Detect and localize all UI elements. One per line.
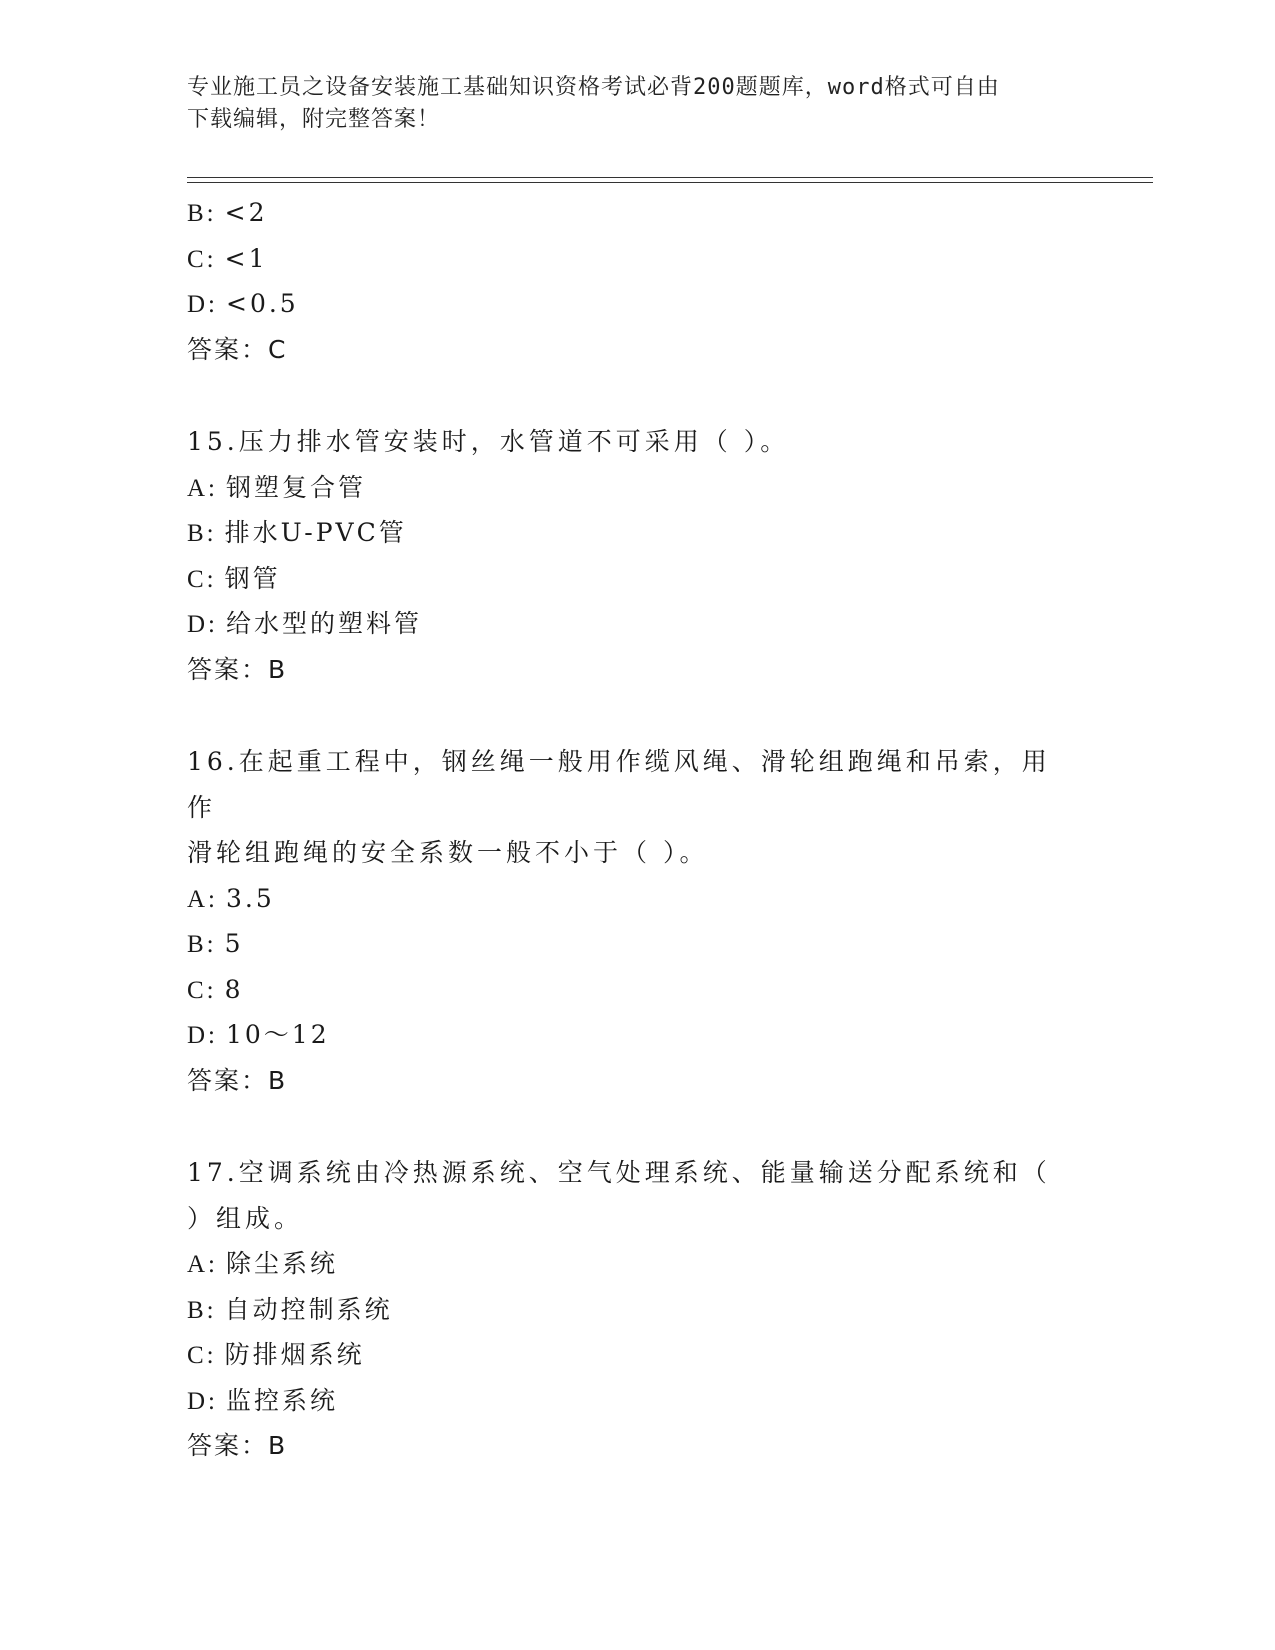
- option-label: D:: [187, 1387, 218, 1415]
- option-label: D:: [187, 1022, 218, 1049]
- question-stem: [187, 419, 1067, 465]
- option-row: [187, 876, 1067, 922]
- answer-line: 答案：B: [187, 1065, 288, 1095]
- option-label: D:: [187, 611, 218, 638]
- answer-line: 答案：B: [187, 654, 288, 684]
- question-stem: [187, 1150, 1067, 1241]
- option-text: 排水U-PVC管: [224, 518, 407, 547]
- option-row: [187, 1332, 1067, 1378]
- option-row: [187, 601, 1067, 647]
- question-block: [187, 1150, 1067, 1469]
- option-label: D:: [187, 291, 218, 318]
- question-block: [187, 419, 1067, 692]
- option-label: B:: [187, 931, 217, 958]
- header-title-line-1: 专业施工员之设备安装施工基础知识资格考试必背200题题库，word格式可自由: [187, 75, 1000, 100]
- option-label: B:: [187, 520, 217, 547]
- header-divider: [187, 177, 1153, 183]
- option-row: [187, 1241, 1067, 1287]
- option-text: <0.5: [226, 289, 299, 318]
- option-label: A:: [187, 885, 218, 913]
- option-label: C:: [187, 245, 217, 273]
- option-label: C:: [187, 565, 217, 593]
- option-text: 防排烟系统: [224, 1340, 365, 1369]
- option-text: <2: [224, 198, 268, 227]
- option-label: C:: [187, 976, 217, 1004]
- option-row: [187, 236, 1067, 282]
- option-label: C:: [187, 1342, 217, 1369]
- option-label: A:: [187, 1251, 218, 1278]
- question-stem-line: 滑轮组跑绳的安全系数一般不小于（ ）。: [187, 838, 709, 867]
- question-stem-line: ）组成。: [187, 1203, 304, 1233]
- header-title-line-2: 下载编辑，附完整答案！: [187, 107, 441, 132]
- option-text: <1: [224, 243, 268, 273]
- option-text: 给水型的塑料管: [226, 609, 423, 638]
- option-row: [187, 967, 1067, 1013]
- option-row: [187, 1012, 1067, 1058]
- option-row: [187, 465, 1067, 511]
- option-row: [187, 281, 1067, 327]
- question-block: [187, 739, 1067, 1103]
- option-row: [187, 556, 1067, 602]
- option-row: [187, 190, 1067, 236]
- option-row: [187, 510, 1067, 556]
- option-label: A:: [187, 474, 218, 502]
- answer-line: 答案：B: [187, 1431, 288, 1460]
- option-text: 钢塑复合管: [226, 472, 367, 502]
- option-row: [187, 921, 1067, 967]
- answer-line: 答案：C: [187, 334, 288, 364]
- question-stem: [187, 739, 1067, 876]
- question-block-continued: [187, 190, 1067, 372]
- page-header: [187, 72, 1067, 136]
- option-text: 10～12: [226, 1020, 330, 1049]
- option-label: B:: [187, 1296, 217, 1324]
- spacer: [187, 372, 1067, 419]
- option-text: 钢管: [224, 563, 281, 593]
- option-label: B:: [187, 200, 217, 227]
- option-text: 8: [224, 974, 244, 1004]
- question-stem-line: 17.空调系统由冷热源系统、空气处理系统、能量输送分配系统和（: [187, 1158, 1051, 1187]
- option-text: 自动控制系统: [224, 1294, 393, 1324]
- option-text: 5: [224, 929, 244, 958]
- spacer: [187, 692, 1067, 739]
- option-row: [187, 1287, 1067, 1333]
- question-stem-line: 16.在起重工程中，钢丝绳一般用作缆风绳、滑轮组跑绳和吊索，用作: [187, 747, 1051, 822]
- option-text: 除尘系统: [226, 1249, 339, 1278]
- question-stem-line: 15.压力排水管安装时，水管道不可采用（ ）。: [187, 427, 790, 456]
- option-text: 监控系统: [226, 1385, 339, 1415]
- question-list: [187, 190, 1067, 1469]
- option-text: 3.5: [226, 883, 275, 913]
- option-row: [187, 1378, 1067, 1424]
- spacer: [187, 1103, 1067, 1150]
